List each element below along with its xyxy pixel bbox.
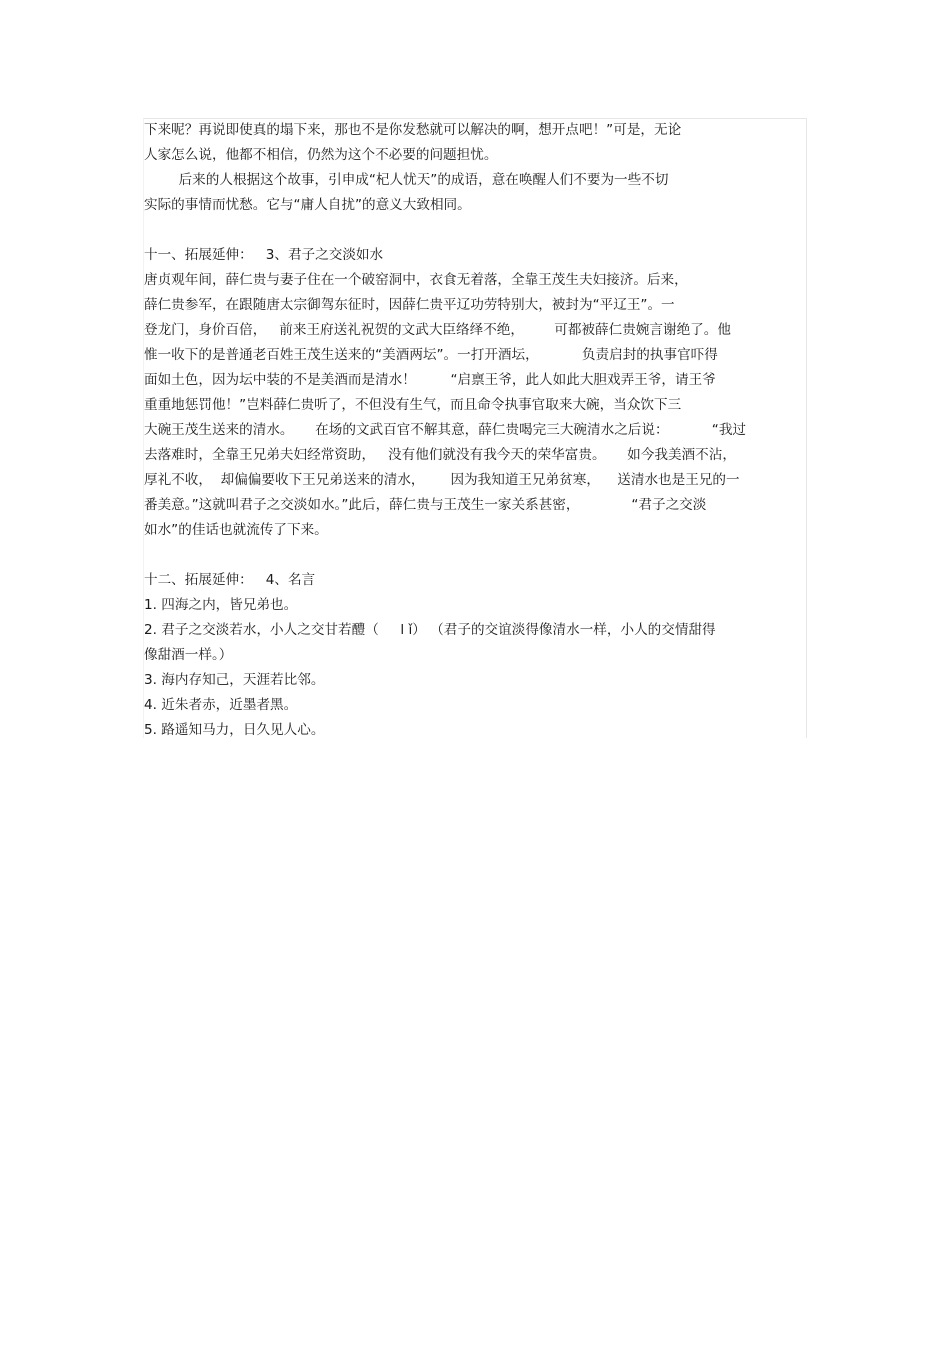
text-line: 重重地惩罚他！”岂料薛仁贵听了，不但没有生气，而且命令执事官取来大碗，当众饮下三 bbox=[144, 397, 682, 413]
quote-item: 5. 路遥知马力，日久见人心。 bbox=[144, 722, 325, 738]
text-line: 面如土色，因为坛中装的不是美酒而是清水！ “启禀王爷，此人如此大胆戏弄王爷，请王爷 bbox=[144, 372, 716, 388]
text-line: 薛仁贵参军，在跟随唐太宗御驾东征时，因薛仁贵平辽功劳特别大，被封为“平辽王”。一 bbox=[144, 297, 675, 313]
text-line: 去落难时，全靠王兄弟夫妇经常资助， 没有他们就没有我今天的荣华富贵。 如今我美酒不沾， bbox=[144, 447, 736, 463]
section-12 bbox=[144, 568, 794, 743]
document-body bbox=[144, 118, 794, 743]
quote-item: 4. 近朱者赤，近墨者黑。 bbox=[144, 697, 298, 713]
text-line: 厚礼不收， 却偏偏要收下王兄弟送来的清水， 因为我知道王兄弟贫寒， 送清水也是王兄的一 bbox=[144, 472, 740, 488]
text-line: 如水”的佳话也就流传了下来。 bbox=[144, 522, 328, 538]
spacer bbox=[144, 218, 794, 243]
section-11 bbox=[144, 243, 794, 543]
text-line: 唐贞观年间，薛仁贵与妻子住在一个破窑洞中，衣食无着落，全靠王茂生夫妇接济。后来， bbox=[144, 272, 688, 288]
text-line: 惟一收下的是普通老百姓王茂生送来的“美酒两坛”。一打开酒坛， 负责启封的执事官吓得 bbox=[144, 347, 718, 363]
quote-item: 3. 海内存知己，天涯若比邻。 bbox=[144, 672, 325, 688]
quote-item: 2. 君子之交淡若水，小人之交甘若醴（ l ǐ） （君子的交谊淡得像清水一样，小人的交情甜得 bbox=[144, 622, 716, 638]
section-heading: 十二、拓展延伸： 4、名言 bbox=[144, 572, 316, 588]
text-line: 下来呢？再说即使真的塌下来，那也不是你发愁就可以解决的啊，想开点吧！”可是，无论 bbox=[144, 122, 682, 138]
quote-item: 像甜酒一样。） bbox=[144, 647, 233, 663]
text-line: 大碗王茂生送来的清水。 在场的文武百官不解其意，薛仁贵喝完三大碗清水之后说： “我过 bbox=[144, 422, 747, 438]
section-heading: 十一、拓展延伸： 3、君子之交淡如水 bbox=[144, 247, 384, 263]
quote-item: 1. 四海之内，皆兄弟也。 bbox=[144, 597, 298, 613]
story-paragraph bbox=[144, 118, 794, 218]
text-line: 实际的事情而忧愁。它与“庸人自扰”的意义大致相同。 bbox=[144, 197, 471, 213]
text-line: 登龙门，身价百倍， 前来王府送礼祝贺的文武大臣络绎不绝， 可都被薛仁贵婉言谢绝了。他 bbox=[144, 322, 731, 338]
text-line: 后来的人根据这个故事，引申成“杞人忧天”的成语，意在唤醒人们不要为一些不切 bbox=[144, 172, 669, 188]
spacer bbox=[144, 543, 794, 568]
text-line: 人家怎么说，他都不相信，仍然为这个不必要的问题担忧。 bbox=[144, 147, 498, 163]
text-line: 番美意。”这就叫君子之交淡如水。”此后，薛仁贵与王茂生一家关系甚密， “君子之交淡 bbox=[144, 497, 707, 513]
